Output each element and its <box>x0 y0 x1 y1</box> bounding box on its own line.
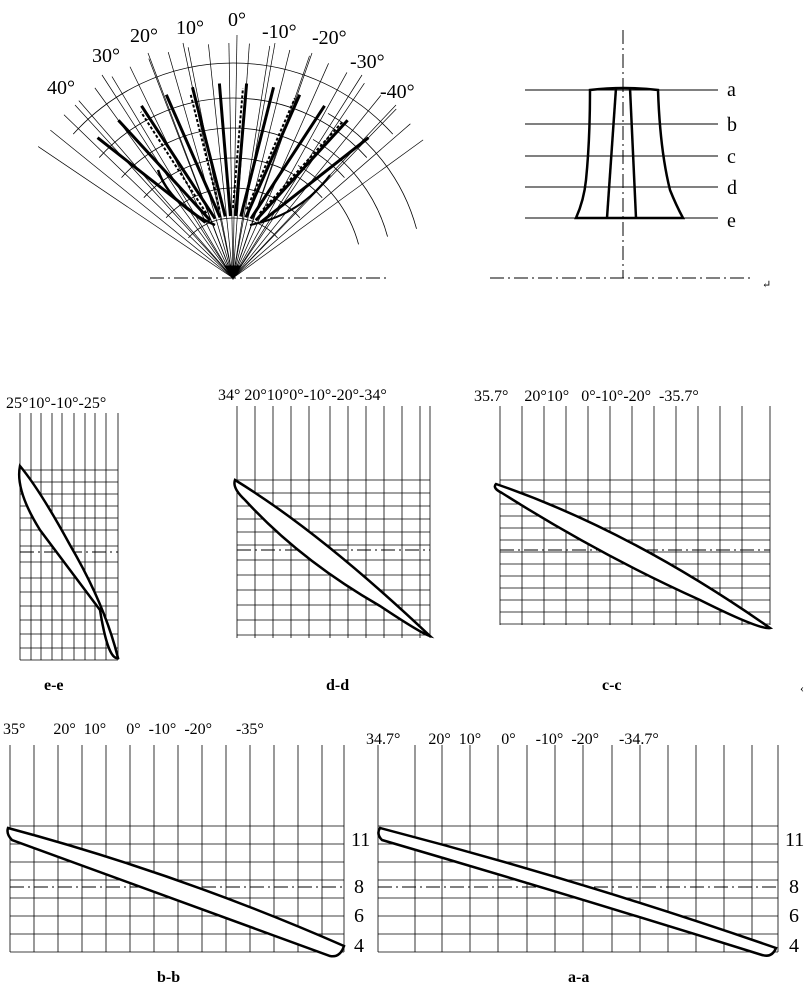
fan-angle-label: 40° <box>47 77 75 99</box>
profile-labels <box>727 79 771 291</box>
blade-profile <box>490 30 750 278</box>
blade-outline <box>576 88 683 218</box>
fan-angle-label: -30° <box>350 51 385 73</box>
section-label-c-c: c-c <box>602 677 622 694</box>
section-label-e-e: e-e <box>44 677 64 694</box>
profile-label-b: b <box>727 114 737 136</box>
row-number-11-right: 11 <box>785 829 805 851</box>
section-header-d-d: 34° 20°10°0°-10°-20°-34° <box>218 387 387 404</box>
section-label-a-a: a-a <box>568 969 590 986</box>
section-a-a-airfoil <box>378 828 776 956</box>
fan-dimension-arc <box>328 113 417 228</box>
stray-tick-mark: ‹ <box>800 681 804 695</box>
row-number-6-right: 6 <box>789 905 799 927</box>
row-number-4-right: 4 <box>789 935 799 957</box>
blade-inner-line-left <box>607 88 616 218</box>
fan-angle-label: 30° <box>92 45 120 67</box>
row-number-4-left: 4 <box>354 935 364 957</box>
profile-label-c: c <box>727 146 736 168</box>
profile-label-d: d <box>727 177 737 199</box>
fan-radial-line <box>233 50 290 278</box>
section-label-b-b: b-b <box>157 969 181 986</box>
fan-blade-line <box>118 120 210 220</box>
fan-angle-label: -40° <box>380 81 415 103</box>
section-d-d-airfoil <box>234 480 430 636</box>
row-number-11-left: 11 <box>351 829 371 851</box>
section-c-c-airfoil <box>495 484 770 628</box>
section-header-a-a: 34.7° 20° 10° 0° -10° -20° -34.7° <box>366 731 659 748</box>
fan-angle-labels <box>47 9 415 103</box>
row-number-8-right: 8 <box>789 876 799 898</box>
fan-angle-label: -20° <box>312 27 347 49</box>
fan-angle-label: -10° <box>262 21 297 43</box>
row-number-6-left: 6 <box>354 905 364 927</box>
profile-label-a: a <box>727 79 736 101</box>
fan-angle-label: 20° <box>130 25 158 47</box>
profile-label-e: e <box>727 210 736 232</box>
return-mark: ↵ <box>762 279 772 291</box>
section-header-b-b: 35° 20° 10° 0° -10° -20° -35° <box>3 721 264 738</box>
section-header-e-e: 25°10°-10°-25° <box>6 395 107 412</box>
blade-inner-line-right <box>630 88 636 218</box>
section-label-d-d: d-d <box>326 677 350 694</box>
fan-angle-label: 10° <box>176 17 204 39</box>
fan-angle-label: 0° <box>228 9 246 31</box>
row-number-8-left: 8 <box>354 876 364 898</box>
fan-radial-line <box>64 115 233 278</box>
section-header-c-c: 35.7° 20°10° 0°-10°-20° -35.7° <box>474 388 699 405</box>
section-charts <box>8 406 779 956</box>
